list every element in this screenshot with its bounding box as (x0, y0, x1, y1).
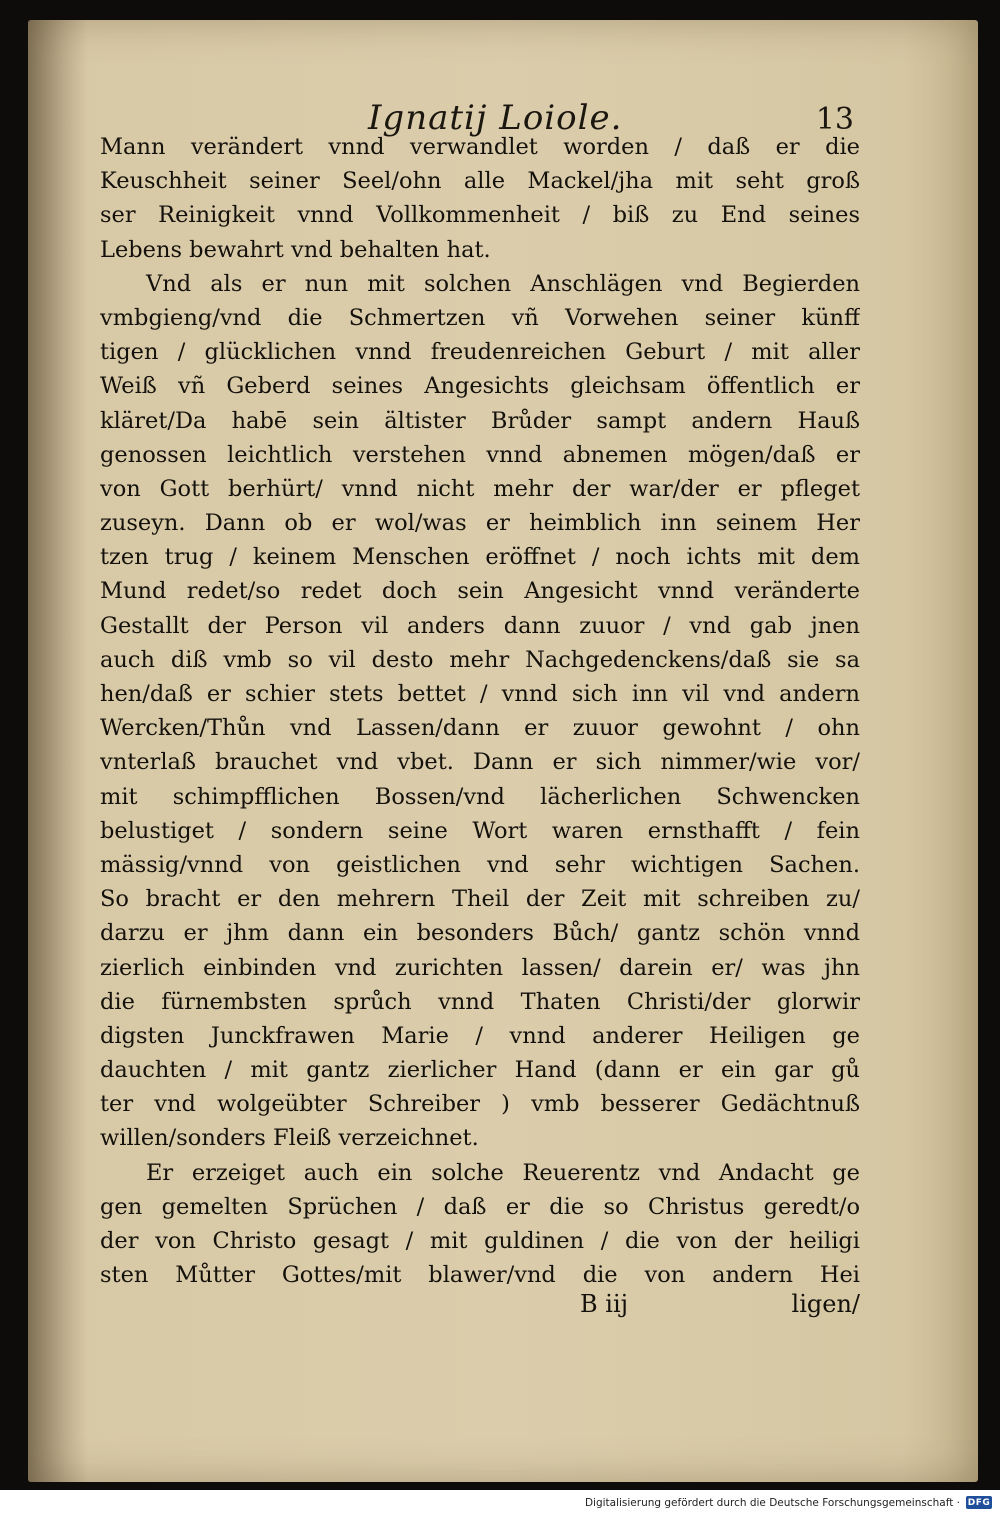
text-line: mässig/vnnd von geistlichen vnd sehr wichtigen Sachen. (100, 851, 860, 878)
signature-line (100, 1290, 860, 1326)
text-line: digsten Junckfrawen Marie / vnnd anderer Heiligen ge (100, 1022, 860, 1049)
text-line: Mund redet/so redet doch sein Angesicht vnnd veränderte (100, 578, 860, 605)
text-line: Mann verändert vnnd verwandlet worden / daß er die (100, 134, 860, 160)
text-line: tzen trug / keinem Menschen eröffnet / noch ichts mit dem (100, 544, 860, 571)
text-line: Wercken/Thůn vnd Lassen/dann er zuuor gewohnt / ohn (100, 715, 860, 742)
text-line: Vnd als er nun mit solchen Anschlägen vnd Begierden (146, 270, 860, 297)
catchword: ligen/ (791, 1290, 860, 1318)
signature-mark: B iij (580, 1290, 629, 1318)
text-line: belustiget / sondern seine Wort waren ernsthafft / fein (100, 817, 860, 844)
text-line: die fürnembsten sprůch vnnd Thaten Christi/der glorwir (100, 988, 860, 1015)
text-line: mit schimpfflichen Bossen/vnd lächerlichen Schwencken (100, 783, 860, 810)
text-line: Gestallt der Person vil anders dann zuuor / vnd gab jnen (100, 612, 860, 639)
text-line: hen/daß er schier stets bettet / vnnd sich inn vil vnd andern (100, 681, 860, 707)
text-line: Weiß vñ Geberd seines Angesichts gleichsam öffentlich er (100, 373, 860, 400)
text-line: darzu er jhm dann ein besonders Bůch/ gantz schön vnnd (100, 920, 860, 947)
text-line: genossen leichtlich verstehen vnnd abnemen mögen/daß er (100, 441, 860, 468)
text-line: der von Christo gesagt / mit guldinen / die von der heiligi (100, 1228, 860, 1254)
text-line: ser Reinigkeit vnnd Vollkommenheit / biß zu End seines (100, 202, 860, 229)
running-title: Ignatij Loiole. (368, 98, 623, 138)
text-line: dauchten / mit gantz zierlicher Hand (dann er ein gar gů (100, 1057, 860, 1084)
funding-credit: Digitalisierung gefördert durch die Deutsche Forschungsgemeinschaft · (584, 1496, 960, 1509)
text-line: Keuschheit seiner Seel/ohn alle Mackel/jha mit seht groß (100, 168, 860, 195)
text-line: von Gott berhürt/ vnnd nicht mehr der war/der er pfleget (100, 475, 860, 502)
text-line: Lebens bewahrt vnd behalten hat. (100, 236, 491, 263)
text-line: zuseyn. Dann ob er wol/was er heimblich inn seinem Her (100, 510, 860, 537)
text-line: vmbgieng/vnd die Schmertzen vñ Vorwehen seiner künff (100, 304, 860, 331)
text-line: Er erzeiget auch ein solche Reuerentz vnd Andacht ge (146, 1159, 860, 1186)
text-line: zierlich einbinden vnd zurichten lassen/ darein er/ was jhn (100, 954, 860, 981)
text-line: tigen / glücklichen vnnd freudenreichen Geburt / mit aller (100, 339, 860, 366)
text-line: gen gemelten Sprüchen / daß er die so Christus geredt/o (100, 1193, 860, 1220)
dfg-logo-icon: DFG (967, 1497, 991, 1508)
body-text (100, 130, 860, 1292)
text-line: vnterlaß brauchet vnd vbet. Dann er sich nimmer/wie vor/ (100, 749, 860, 776)
text-line: So bracht er den mehrern Theil der Zeit mit schreiben zu/ (100, 886, 860, 913)
page-number: 13 (815, 102, 854, 137)
footer-bar (0, 1490, 1000, 1515)
text-line: kläret/Da habē sein ältister Brůder sampt andern Hauß (100, 407, 860, 434)
text-line: sten Můtter Gottes/mit blawer/vnd die von andern Hei (100, 1262, 860, 1289)
text-line: ter vnd wolgeübter Schreiber ) vmb besserer Gedächtnuß (100, 1091, 860, 1118)
text-line: willen/sonders Fleiß verzeichnet. (100, 1125, 479, 1152)
text-line: auch diß vmb so vil desto mehr Nachgedenckens/daß sie sa (100, 646, 860, 673)
